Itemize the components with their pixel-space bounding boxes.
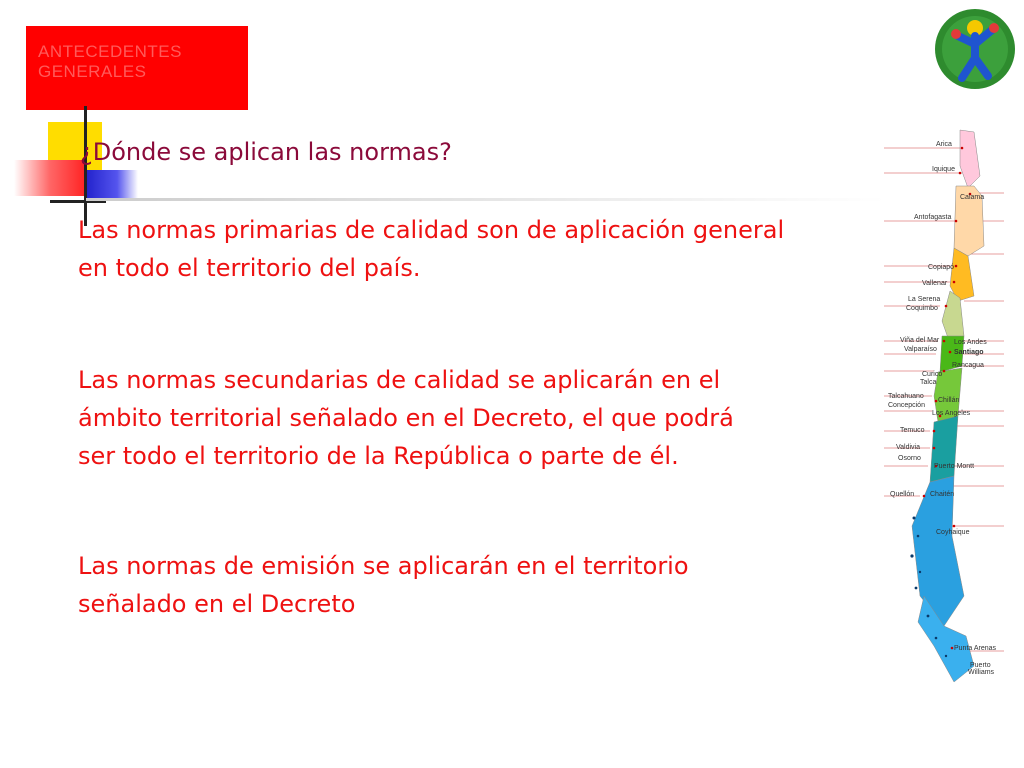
map-label: Talcahuano — [888, 393, 924, 400]
paragraph-line: Las normas de emisión se aplicarán en el territorio — [78, 552, 689, 580]
map-label: Valparaíso — [904, 346, 937, 353]
map-label: Puerto — [970, 662, 991, 669]
map-label: Williams — [968, 669, 995, 676]
map-label: Curicó — [922, 371, 943, 378]
map-label: Quellón — [890, 491, 915, 498]
map-label: Puerto Montt — [934, 463, 975, 470]
title-underline — [86, 198, 886, 201]
paragraph-secondary-norms — [78, 361, 734, 475]
map-label: Santiago — [954, 349, 984, 356]
map-label: Los Andes — [954, 339, 987, 346]
map-label: Rancagua — [952, 362, 984, 369]
paragraph-line: ser todo el territorio de la República o parte de él. — [78, 442, 679, 470]
map-label: Copiapó — [928, 264, 955, 271]
map-label: Valdivia — [896, 444, 920, 451]
decor-vertical-line — [84, 106, 87, 226]
paragraph-emission-norms — [78, 547, 689, 623]
map-label: Los Angeles — [932, 410, 971, 417]
map-label: Punta Arenas — [954, 645, 997, 652]
paragraph-line: ámbito territorial señalado en el Decreto, el que podrá — [78, 404, 734, 432]
map-label: Viña del Mar — [900, 337, 940, 344]
decor-blue-bar — [86, 170, 138, 200]
map-label: Chaitén — [930, 491, 955, 498]
paragraph-primary-norms — [78, 211, 784, 287]
map-label: Temuco — [900, 427, 925, 434]
map-label: La Serena — [908, 296, 941, 303]
paragraph-line: Las normas primarias de calidad son de aplicación general — [78, 216, 785, 244]
map-label: Coquimbo — [906, 305, 938, 312]
paragraph-line: señalado en el Decreto — [78, 590, 356, 618]
section-label-line1: ANTECEDENTES — [38, 42, 182, 61]
map-label: Coyhaique — [936, 529, 970, 536]
map-label: Chillán — [938, 397, 960, 404]
map-label: Arica — [936, 141, 952, 148]
slide-title: ¿Dónde se aplican las normas? — [80, 138, 452, 166]
map-label: Talca — [920, 379, 937, 386]
section-label-box — [26, 26, 248, 110]
map-label: Antofagasta — [914, 214, 952, 221]
section-label-line2: GENERALES — [38, 62, 147, 81]
chile-map-icon — [884, 126, 1004, 696]
map-label: Vallenar — [922, 280, 948, 287]
decor-red-bar — [14, 160, 86, 196]
map-label: Concepción — [888, 402, 925, 409]
person-figure-logo-icon — [932, 6, 1018, 92]
map-label: Iquique — [932, 166, 955, 173]
map-label: Calama — [960, 194, 985, 201]
paragraph-line: Las normas secundarias de calidad se aplicarán en el — [78, 366, 721, 394]
map-label: Osorno — [898, 455, 921, 462]
paragraph-line: en todo el territorio del país. — [78, 254, 421, 282]
